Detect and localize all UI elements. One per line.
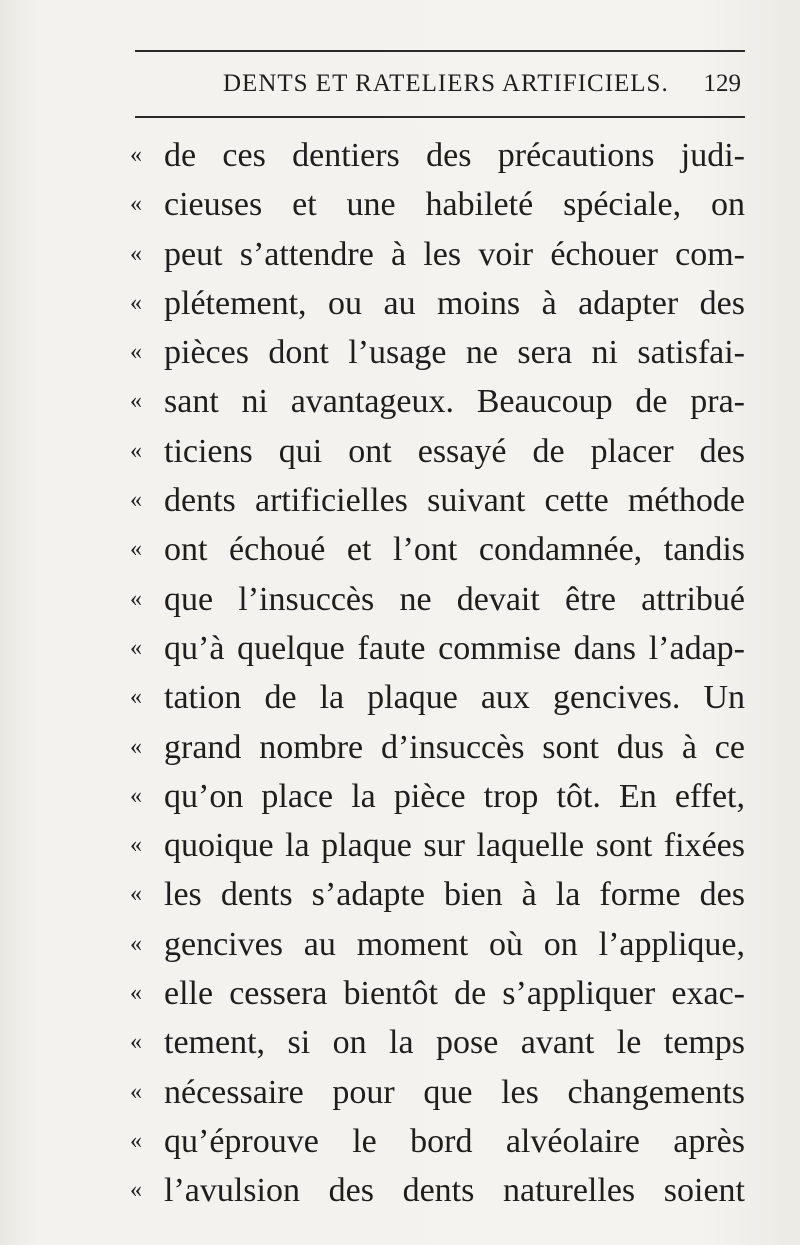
quote-mark: « bbox=[130, 1127, 142, 1154]
quote-mark: « bbox=[130, 536, 142, 563]
text-line bbox=[130, 673, 745, 722]
page-number: 129 bbox=[703, 70, 741, 97]
line-text: qu’à quelque faute commise dans l’adap- bbox=[164, 629, 745, 667]
text-line bbox=[130, 772, 745, 821]
line-text: de ces dentiers des précautions judi- bbox=[164, 137, 745, 174]
line-text: gencives au moment où on l’applique, bbox=[164, 925, 745, 963]
quote-mark: « bbox=[130, 339, 142, 366]
text-line bbox=[130, 427, 745, 476]
quote-mark: « bbox=[130, 1078, 142, 1105]
line-text: ont échoué et l’ont condamnée, tandis bbox=[164, 531, 745, 569]
line-text: sant ni avantageux. Beaucoup de pra- bbox=[164, 383, 745, 421]
line-text: grand nombre d’insuccès sont dus à ce bbox=[164, 728, 745, 766]
line-text: qu’éprouve le bord alvéolaire après bbox=[164, 1122, 745, 1160]
line-text: elle cessera bientôt de s’appliquer exac- bbox=[164, 975, 745, 1013]
line-text: quoique la plaque sur laquelle sont fixées bbox=[164, 827, 745, 865]
quote-mark: « bbox=[130, 142, 142, 168]
line-text: cieuses et une habileté spéciale, on bbox=[164, 186, 745, 224]
quote-mark: « bbox=[130, 240, 142, 267]
text-line bbox=[130, 131, 745, 180]
text-line bbox=[130, 1166, 745, 1215]
text-line bbox=[130, 328, 745, 377]
quote-mark: « bbox=[130, 289, 142, 316]
text-line bbox=[130, 525, 745, 574]
quote-mark: « bbox=[130, 437, 142, 464]
quote-mark: « bbox=[130, 733, 142, 760]
running-head bbox=[135, 70, 745, 104]
quote-mark: « bbox=[130, 684, 142, 711]
quote-mark: « bbox=[130, 1029, 142, 1056]
line-text: plétement, ou au moins à adapter des bbox=[164, 284, 745, 322]
quote-mark: « bbox=[130, 980, 142, 1007]
quote-mark: « bbox=[130, 388, 142, 415]
line-text: tation de la plaque aux gencives. Un bbox=[164, 679, 745, 717]
text-line bbox=[130, 575, 745, 624]
line-text: dents artificielles suivant cette méthode bbox=[164, 482, 745, 520]
quote-mark: « bbox=[130, 634, 142, 661]
text-line bbox=[130, 180, 745, 229]
line-text: que l’insuccès ne devait être attribué bbox=[164, 580, 745, 618]
text-line bbox=[130, 723, 745, 772]
text-line bbox=[130, 1117, 745, 1166]
quote-mark: « bbox=[130, 881, 142, 908]
header-top-rule bbox=[135, 50, 745, 52]
quote-mark: « bbox=[130, 487, 142, 514]
text-line bbox=[130, 230, 745, 279]
quote-mark: « bbox=[130, 930, 142, 957]
text-line bbox=[130, 1068, 745, 1117]
text-line bbox=[130, 624, 745, 673]
text-line bbox=[130, 969, 745, 1018]
quote-mark: « bbox=[130, 782, 142, 809]
text-line bbox=[130, 279, 745, 328]
line-text: pièces dont l’usage ne sera ni satisfai- bbox=[164, 334, 745, 372]
line-text: tement, si on la pose avant le temps bbox=[164, 1024, 745, 1062]
line-text: l’avulsion des dents naturelles soient bbox=[164, 1172, 745, 1210]
text-line bbox=[130, 821, 745, 870]
line-text: peut s’attendre à les voir échouer com- bbox=[164, 235, 745, 273]
line-text: les dents s’adapte bien à la forme des bbox=[164, 876, 745, 914]
text-line bbox=[130, 870, 745, 919]
text-line bbox=[130, 1018, 745, 1067]
quote-mark: « bbox=[130, 585, 142, 612]
text-line bbox=[130, 377, 745, 426]
header-bottom-rule bbox=[135, 116, 745, 118]
text-line bbox=[130, 476, 745, 525]
quote-mark: « bbox=[130, 191, 142, 218]
line-text: nécessaire pour que les changements bbox=[164, 1073, 745, 1111]
running-title: DENTS ET RATELIERS ARTIFICIELS. bbox=[223, 70, 669, 97]
body-text bbox=[130, 131, 745, 1216]
quote-mark: « bbox=[130, 1177, 142, 1204]
line-text: qu’on place la pièce trop tôt. En effet, bbox=[164, 777, 745, 815]
quote-mark: « bbox=[130, 832, 142, 859]
text-line bbox=[130, 920, 745, 969]
line-text: ticiens qui ont essayé de placer des bbox=[164, 432, 745, 470]
